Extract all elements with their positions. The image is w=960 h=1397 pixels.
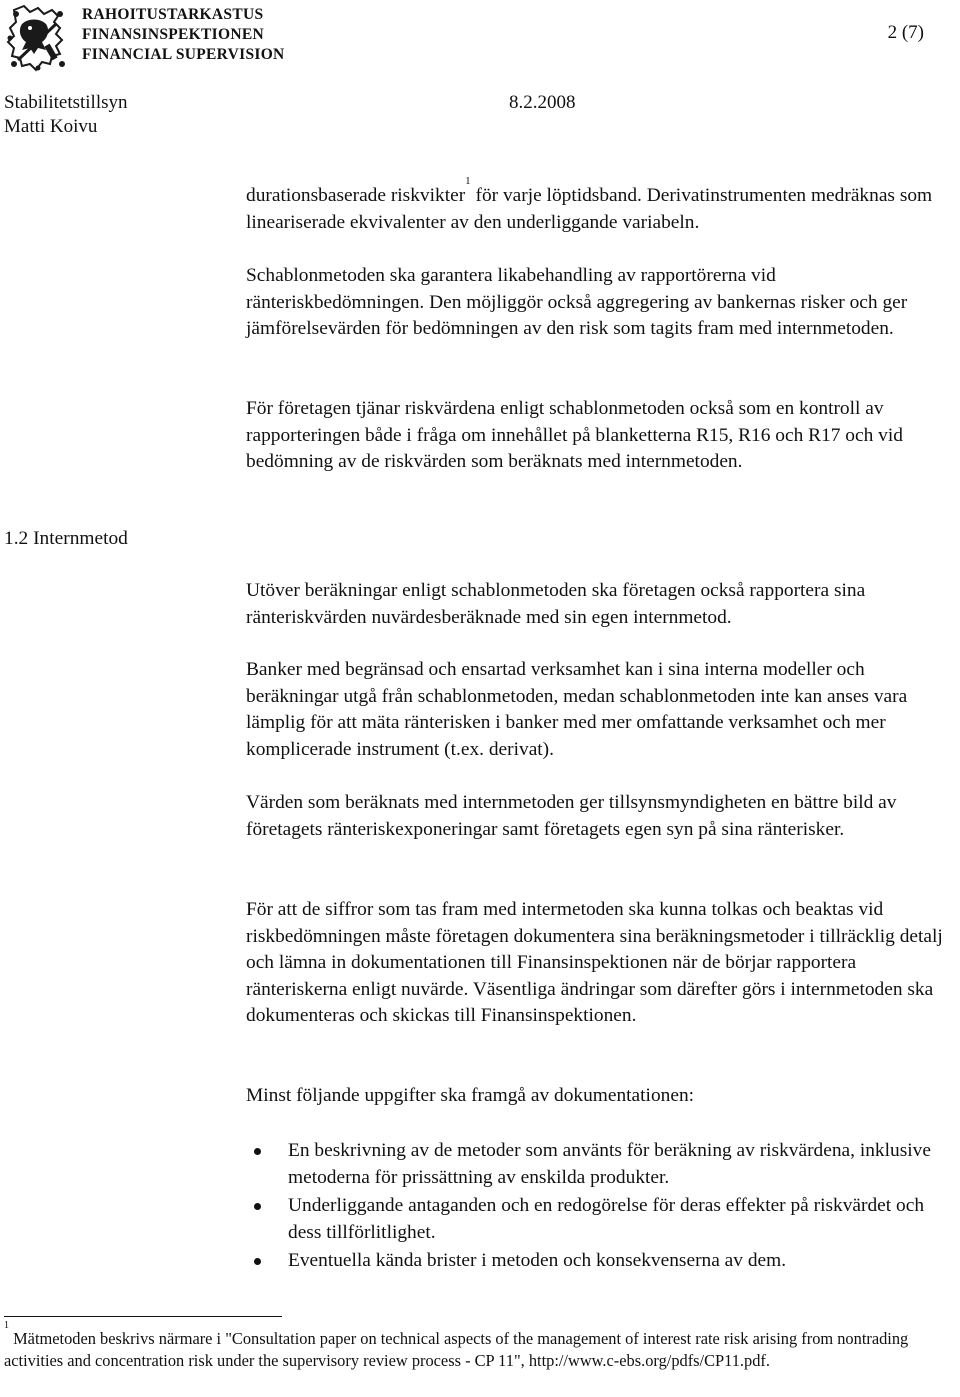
bullet-icon (254, 1203, 261, 1210)
paragraph-3: För företagen tjänar riskvärdena enligt schablonmetoden också som en kontroll av rapporteringen både i fråga om innehållet på blanketterna R15, R16 och R17 och vid bedömning av de riskvärden som beräknats med internmetoden. (246, 398, 903, 473)
list-item-text: Underliggande antaganden och en redogörelse för deras effekter på riskvärdet och dess tillförlitlighet. (288, 1195, 925, 1243)
footnote-reference: 1 (465, 175, 471, 187)
org-name-swedish: FINANSINSPEKTIONEN (82, 26, 264, 43)
list-item-text: En beskrivning av de metoder som använts för beräkning av riskvärdena, inklusive metoderna för prissättning av enskilda produkter. (288, 1140, 931, 1188)
footnote-separator (4, 1316, 282, 1317)
paragraph-5: Banker med begränsad och ensartad verksamhet kan i sina interna modeller och beräkningar utgå från schablonmetoden, medan schablonmetoden inte kan anses vara lämplig för att mäta ränterisken i banker med mer omfattande verksamhet och mer komplicerade instrument (t.ex. derivat). (246, 659, 908, 760)
paragraph-1-start: durationsbaserade riskvikter (246, 185, 466, 206)
finansinspektionen-lion-emblem-icon (4, 4, 72, 74)
list-item (246, 1138, 958, 1191)
paragraph-8: Minst följande uppgifter ska framgå av dokumentationen: (246, 1085, 695, 1106)
page-number: 2 (7) (887, 22, 924, 43)
footnote-number: 1 (4, 1320, 9, 1331)
footnote-text: Mätmetoden beskrivs närmare i "Consultation paper on technical aspects of the management of interest rate risk arising from nontrading activities and concentration risk under the supervisory review process - CP 11", http://www.c-ebs.org/pdfs/CP11.pdf. (4, 1329, 909, 1370)
paragraph-1 (246, 175, 958, 236)
document-title: Stabilitetstillsyn (4, 92, 128, 113)
list-item-text: Eventuella kända brister i metoden och konsekvenserna av dem. (288, 1250, 787, 1272)
org-name-english: FINANCIAL SUPERVISION (82, 46, 285, 63)
bullet-icon (254, 1148, 261, 1155)
paragraph-7: För att de siffror som tas fram med intermetoden ska kunna tolkas och beaktas vid riskbedömningen måste företagen dokumentera sina beräkningsmetoder i tillräcklig detalj och lämna in dokumentationen till Finansinspektionen när de börjar rapportera ränteriskerna enligt nuvärde. Väsentliga ändringar som därefter görs i internmetoden ska dokumenteras och skickas till Finansinspektionen. (246, 899, 943, 1027)
bullet-icon (254, 1258, 261, 1265)
document-date: 8.2.2008 (509, 92, 576, 113)
section-heading: 1.2 Internmetod (4, 528, 128, 549)
footnote (4, 1320, 954, 1371)
paragraph-2: Schablonmetoden ska garantera likabehandling av rapportörerna vid ränteriskbedömningen. Den möjliggör också aggregering av bankernas risker och ger jämförelsevärden för bedömningen av den risk som tagits fram med internmetoden. (246, 265, 908, 340)
bullet-list (246, 1138, 958, 1277)
list-item (246, 1193, 958, 1246)
org-name-finnish: RAHOITUSTARKASTUS (82, 6, 264, 23)
paragraph-1-end: för varje löptidsband. Derivatinstrumenten medräknas som lineariserade ekvivalenter av den underliggande variabeln. (246, 185, 933, 233)
paragraph-6: Värden som beräknats med internmetoden ger tillsynsmyndigheten en bättre bild av företagets ränteriskexponeringar samt företagets egen syn på sina ränterisker. (246, 792, 897, 840)
paragraph-4: Utöver beräkningar enligt schablonmetoden ska företagen också rapportera sina ränteriskvärden nuvärdesberäknade med sin egen internmetod. (246, 580, 866, 628)
list-item (246, 1248, 958, 1275)
author-name: Matti Koivu (4, 116, 98, 137)
